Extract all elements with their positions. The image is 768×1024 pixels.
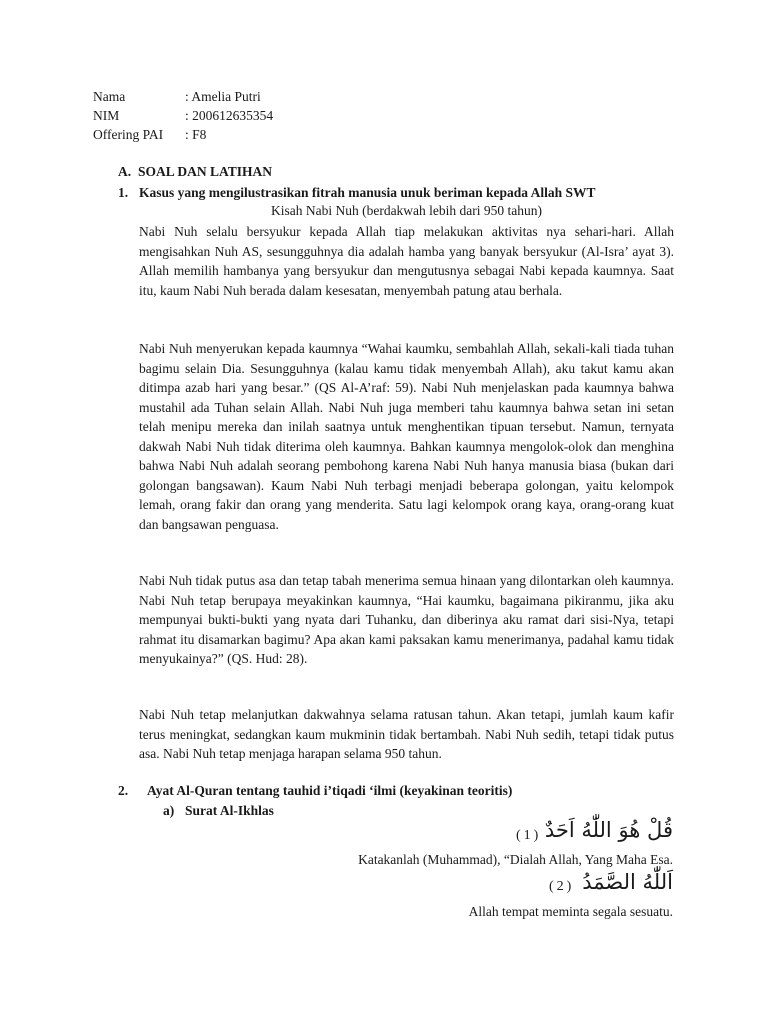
verse-2-translation: Allah tempat meminta segala sesuatu. [468,904,673,919]
story-title: Kisah Nabi Nuh (berdakwah lebih dari 950 tahun) [270,203,543,218]
item2-number: 2. [118,783,129,798]
name-value: : Amelia Putri [185,89,261,104]
verse-1-number: (1) [516,828,542,843]
sub-a-heading [163,801,274,821]
paragraph-2: Nabi Nuh menyerukan kepada kaumnya “Wahai kaumku, sembahlah Allah, sekali-kali tiada tuhan bagimu selain Dia. Sesungguhnya (kalau kamu tidak menyembah Allah), aku takut kamu akan ditimpa azab hari yang besar.” (QS Al-A’raf: 59). Nabi Nuh menjelaskan pada kaumnya bahwa mustahil ada Tuhan selain Allah. Nabi Nuh juga memberi tahu kaumnya bahwa setan ini setan telah menipu mereka dan inilah saatnya untuk menghentikan tipuan tersebut. Namun, ternyata dakwah Nabi Nuh tidak diterima oleh kaumnya. Bahkan kaumnya mengolok-olok dan menghina bahwa Nabi Nuh adalah seorang pembohong karena Nabi Nuh hanya manusia biasa (bukan dari golongan bangsawan). Kaum Nabi Nuh terbagi menjadi beberapa golongan, yaitu kelompok lemah, orang fakir dan orang yang menderita. Satu lagi kelompok orang kaya, orang-orang kuat dan bangsawan penguasa. [139,341,674,532]
nim-label: NIM [93,108,120,123]
sub-a-label: a) [163,803,175,818]
paragraph-1: Nabi Nuh selalu bersyukur kepada Allah tiap melakukan aktivitas nya sehari-hari. Allah mengisahkan Nuh AS, sesungguhnya dia adalah hamba yang banyak bersyukur (Al-Isra’ ayat 3). Allah memilih hambanya yang bersyukur dan mengutusnya sebagai Nabi kepada kaumnya. Saat itu, kaum Nabi Nuh berada dalam kesesatan, menyembah patung atau berhala. [139,224,674,298]
section-a-number: A. [118,164,132,179]
item1-heading [118,183,596,203]
sub-a-title: Surat Al-Ikhlas [185,803,274,818]
section-a-heading [118,164,272,180]
item1-heading-text: Kasus yang mengilustrasikan fitrah manusia unuk beriman kepada Allah SWT [139,185,596,200]
verse-1-arabic: قُلْ هُوَ اللّٰهُ اَحَدٌ [544,818,673,842]
name-label: Nama [93,89,126,104]
nim-value: : 200612635354 [185,108,274,123]
offering-label: Offering PAI [93,127,164,142]
verse-2-arabic: اَللّٰهُ الصَّمَدُ [582,870,673,894]
item2-heading [118,781,512,801]
item2-heading-text: Ayat Al-Quran tentang tauhid i’tiqadi ‘ilmi (keyakinan teoritis) [147,783,513,798]
paragraph-3: Nabi Nuh tidak putus asa dan tetap tabah menerima semua hinaan yang dilontarkan oleh kaumnya. Nabi Nuh tetap berupaya meyakinkan kaumnya, “Hai kaumku, bagaimana pikiranmu, jika aku mempunyai bukti-bukti yang nyata dari Tuhanku, dan diberinya aku ramat dari sisi-Nya, tetapi rahmat itu disamarkan bagimu? Apa akan kami paksakan kamu menerimanya, padahal kamu tidak menyukainya?” (QS. Hud: 28). [139,573,674,666]
identity-offering-row [93,125,206,145]
verse-2-number: (2) [549,879,575,894]
offering-value: : F8 [185,127,207,142]
section-a-title: SOAL DAN LATIHAN [138,164,273,179]
paragraph-4: Nabi Nuh tetap melanjutkan dakwahnya selama ratusan tahun. Akan tetapi, jumlah kaum kafir terus meningkat, sedangkan kaum mukminin tidak bertambah. Nabi Nuh sedih, tetapi tidak putus asa. Nabi Nuh tetap menjaga harapan selama 950 tahun. [139,707,674,761]
verse-1-translation: Katakanlah (Muhammad), “Dialah Allah, Yang Maha Esa. [358,852,673,867]
identity-nim-row [93,106,273,126]
item1-number: 1. [118,185,129,200]
identity-name-row [93,87,261,107]
